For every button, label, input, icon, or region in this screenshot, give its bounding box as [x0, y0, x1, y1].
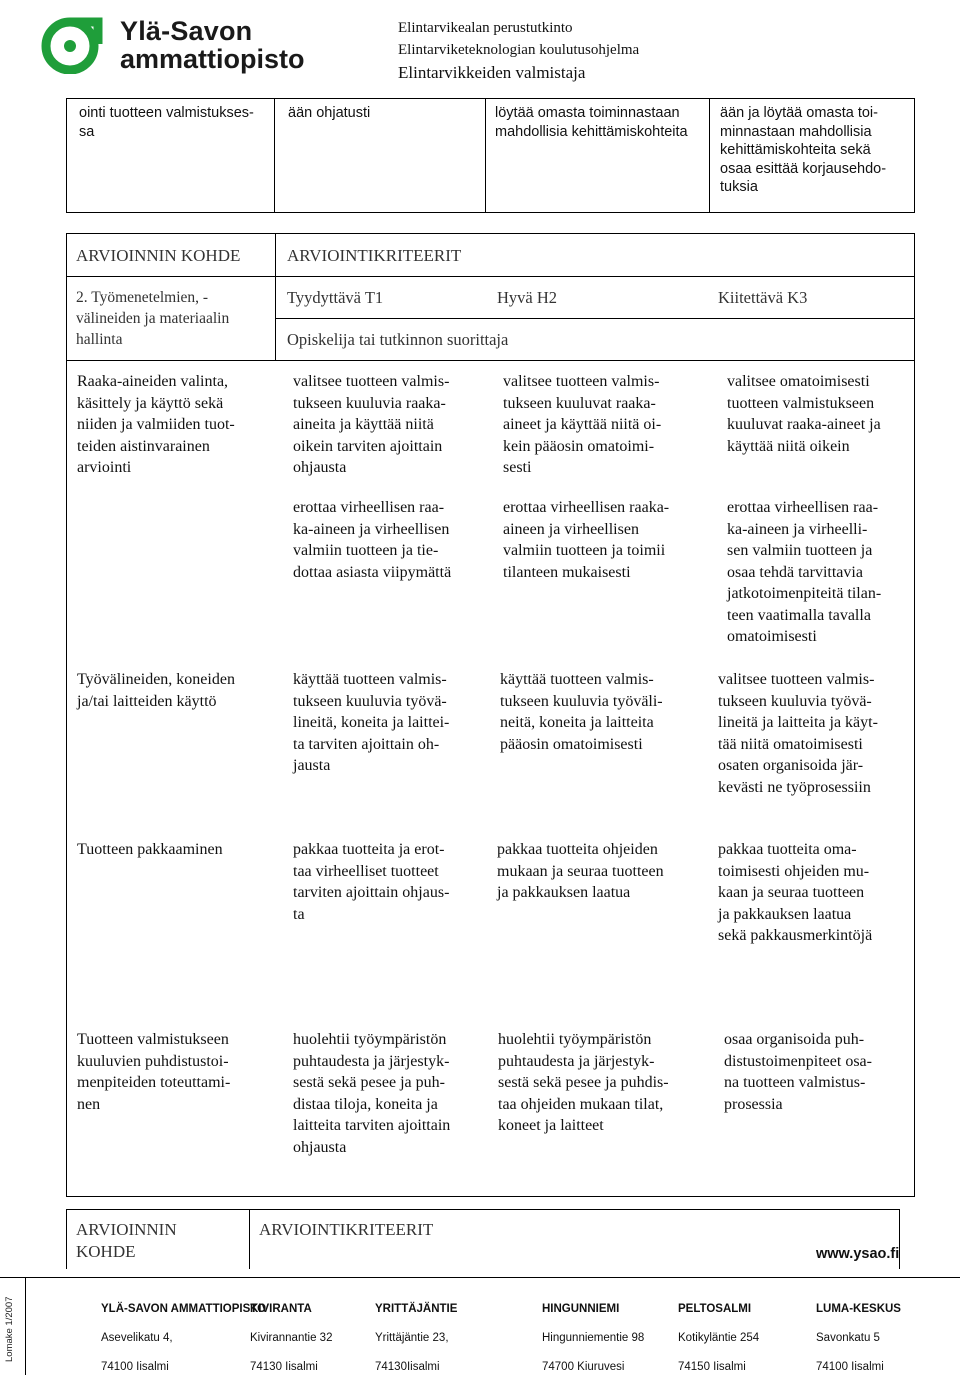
footer-peltosalmi: [678, 1287, 759, 1389]
row5-t1: huolehtii työympäristön puhtaudesta ja järjestyk- sestä sekä pesee ja puh- distaa tiloja, koneita ja laitteita tarviten ajoittain ohjausta: [293, 1031, 451, 1156]
footer-yrittajantie: [375, 1287, 457, 1389]
top-cell-4: ään ja löytää omasta toi- minnastaan mahdollisia kehittämiskohteita sekä osaa esittää korjausehdo- tuksia: [720, 105, 887, 195]
footer-yrittajantie-street: Yrittäjäntie 23,: [375, 1331, 449, 1344]
top-cell-1: ointi tuotteen valmistukses- sa: [79, 105, 254, 140]
footer-yrittajantie-title: YRITTÄJÄNTIE: [375, 1302, 458, 1315]
logo-name-line1: Ylä-Savon: [120, 16, 253, 46]
header-degree: Elintarvikealan perustutkinto: [398, 20, 573, 36]
level-t1: Tyydyttävä T1: [287, 288, 384, 307]
footer-kiviranta: [250, 1287, 332, 1389]
footer-divider: [0, 1277, 960, 1278]
footer-side-divider: [25, 1278, 26, 1375]
footer-main-campus-city: 74100 Iisalmi: [101, 1360, 169, 1373]
row2-t1: erottaa virheellisen raa- ka-aineen ja virheellisen valmiin tuotteen ja tie- dottaa asiasta viipymättä: [293, 499, 452, 581]
level-h2: Hyvä H2: [497, 288, 558, 307]
row2-k3: erottaa virheellisen raa- ka-aineen ja virheelli- sen valmiin tuotteen ja osaa tehdä tarvittavia jatkotoimenpiteitä tilan- teen vaatimalla tavalla omatoimisesti: [727, 499, 882, 645]
footer-main-campus: [101, 1287, 266, 1389]
header-arvioinnin-kohde: ARVIOINNIN KOHDE: [76, 246, 241, 265]
footer-peltosalmi-title: PELTOSALMI: [678, 1302, 752, 1315]
header-arviointikriteerit: ARVIOINTIKRITEERIT: [287, 246, 462, 265]
row3-h2: käyttää tuotteen valmis- tukseen kuuluvia työväli- neitä, koneita ja laitteita pääosin omatoimisesti: [500, 671, 663, 753]
form-code: Lomake 1/2007: [4, 1296, 15, 1362]
footer-main-campus-title: YLÄ-SAVON AMMATTIOPISTO: [101, 1302, 267, 1315]
top-cell-2: ään ohjatusti: [288, 105, 371, 121]
subject-label: Opiskelija tai tutkinnon suorittaja: [287, 330, 509, 349]
bottom-arvioinnin-kohde: ARVIOINNIN KOHDE: [76, 1220, 177, 1261]
footer-luma-keskus: [816, 1287, 901, 1389]
footer-kiviranta-city: 74130 Iisalmi: [250, 1360, 318, 1373]
row5-h2: huolehtii työympäristön puhtaudesta ja järjestyk- sestä sekä pesee ja puhdis- taa ohjeiden mukaan tilat, koneet ja laitteet: [498, 1031, 669, 1134]
row3-k3: valitsee tuotteen valmis- tukseen kuuluvia työvä- lineitä ja laitteita ja käyt- tää niitä omatoimisesti osaten organisoida jär- kevästi ne työprosessiin: [718, 671, 878, 796]
footer-luma-keskus-title: LUMA-KESKUS: [816, 1302, 901, 1315]
row3-t1: käyttää tuotteen valmis- tukseen kuuluvia työvä- lineitä, koneita ja laittei- ta tarviten ajoittain oh- jausta: [293, 671, 450, 774]
row1-k3: valitsee omatoimisesti tuotteen valmistukseen kuuluvat raaka-aineet ja käyttää niitä oikein: [727, 373, 881, 455]
row4-k3: pakkaa tuotteita oma- toimisesti ohjeiden mu- kaan ja seuraa tuotteen ja pakkauksen laatua sekä pakkausmerkintöjä: [718, 841, 873, 944]
header-qualification: Elintarvikkeiden valmistaja: [398, 63, 586, 82]
logo-mark-icon: [40, 14, 118, 74]
row4-kohde: Tuotteen pakkaaminen: [77, 841, 223, 858]
footer-luma-keskus-city: 74100 Iisalmi: [816, 1360, 884, 1373]
footer-luma-keskus-street: Savonkatu 5: [816, 1331, 880, 1344]
logo-name-line2: ammattiopisto: [120, 44, 305, 74]
footer-kiviranta-title: KIVIRANTA: [250, 1302, 312, 1315]
row1-h2: valitsee tuotteen valmis- tukseen kuuluvat raaka- aineet ja käyttää niitä oi- kein pääosin omatoimi- sesti: [503, 373, 662, 476]
footer-main-campus-street: Asevelikatu 4,: [101, 1331, 173, 1344]
row5-k3: osaa organisoida puh- distustoimenpiteet osa- na tuotteen valmistus- prosessia: [724, 1031, 872, 1113]
level-k3: Kiitettävä K3: [718, 288, 808, 307]
top-cell-3: löytää omasta toiminnastaan mahdollisia kehittämiskohteita: [495, 105, 688, 140]
section-title: 2. Työmenetelmien, - välineiden ja materiaalin hallinta: [76, 289, 230, 348]
website-link[interactable]: www.ysao.fi: [816, 1246, 900, 1262]
footer-hingunniemi-city: 74700 Kiuruvesi: [542, 1360, 625, 1373]
school-logo: [40, 14, 310, 74]
row5-kohde: Tuotteen valmistukseen kuuluvien puhdistustoi- menpiteiden toteuttami- nen: [77, 1031, 231, 1113]
row1-t1: valitsee tuotteen valmis- tukseen kuuluvia raaka- aineita ja käyttää niitä oikein tarviten ajoittain ohjausta: [293, 373, 450, 476]
footer-hingunniemi-street: Hingunniementie 98: [542, 1331, 645, 1344]
row1-kohde: Raaka-aineiden valinta, käsittely ja käyttö sekä niiden ja valmiiden tuot- teiden aistinvarainen arviointi: [77, 373, 235, 476]
footer-peltosalmi-city: 74150 Iisalmi: [678, 1360, 746, 1373]
row3-kohde: Työvälineiden, koneiden ja/tai laitteiden käyttö: [77, 671, 235, 710]
row4-h2: pakkaa tuotteita ohjeiden mukaan ja seuraa tuotteen ja pakkauksen laatua: [497, 841, 664, 901]
header-program: Elintarviketeknologian koulutusohjelma: [398, 42, 640, 58]
footer-hingunniemi-title: HINGUNNIEMI: [542, 1302, 620, 1315]
footer-peltosalmi-street: Kotikyläntie 254: [678, 1331, 760, 1344]
footer-hingunniemi: [542, 1287, 644, 1389]
bottom-arviointikriteerit: ARVIOINTIKRITEERIT: [259, 1220, 434, 1239]
row2-h2: erottaa virheellisen raaka- aineen ja virheellisen valmiin tuotteen ja toimii tilanteen mukaisesti: [503, 499, 670, 581]
footer-kiviranta-street: Kivirannantie 32: [250, 1331, 333, 1344]
row4-t1: pakkaa tuotteita ja erot- taa virheelliset tuotteet tarviten ajoittain ohjaus- ta: [293, 841, 450, 923]
footer-yrittajantie-city: 74130Iisalmi: [375, 1360, 440, 1373]
